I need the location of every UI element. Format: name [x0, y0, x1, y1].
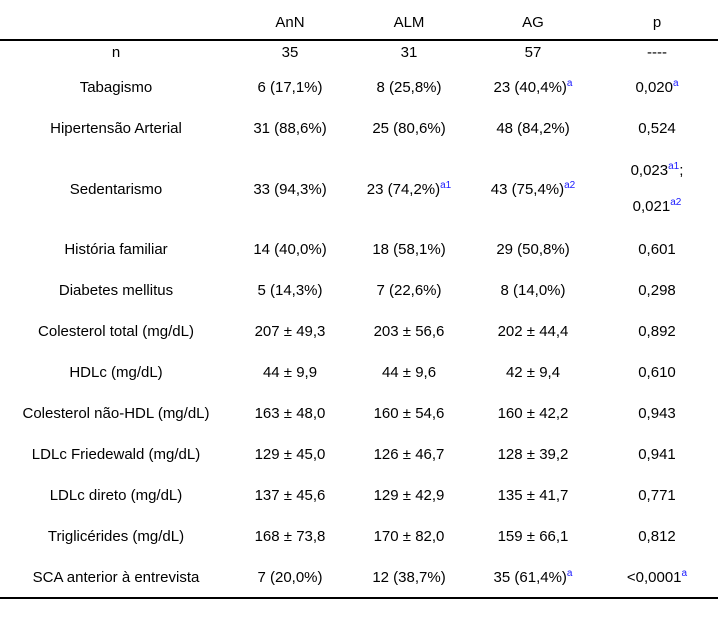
cell-p	[596, 557, 718, 598]
cell-ann: 7 (20,0%)	[232, 557, 348, 598]
superscript-note: a1	[668, 161, 680, 172]
cell-alm: 7 (22,6%)	[376, 282, 442, 299]
table-row	[0, 149, 718, 229]
cell-p: 0,771	[638, 487, 676, 504]
row-label: n	[111, 44, 121, 61]
cell-ag	[470, 149, 596, 229]
cell-ag: 8 (14,0%)	[500, 282, 566, 299]
cell-alm: 8 (25,8%)	[376, 79, 442, 96]
cell-p: 0,812	[638, 528, 676, 545]
cell-value: <0,0001	[626, 568, 682, 586]
row-label: LDLc Friedewald (mg/dL)	[31, 446, 201, 463]
superscript-note: a	[681, 567, 688, 579]
table-row	[0, 229, 718, 270]
table-row	[0, 434, 718, 475]
row-label: LDLc direto (mg/dL)	[49, 487, 183, 504]
cell-p: 0,601	[638, 241, 676, 258]
table-row	[0, 475, 718, 516]
header-alm: ALM	[348, 5, 470, 40]
cell-p: 0,943	[638, 405, 676, 422]
cell-ann: 168 ± 73,8	[254, 528, 326, 545]
table-row	[0, 311, 718, 352]
cell-ag: 48 (84,2%)	[496, 120, 570, 137]
header-p: p	[596, 5, 718, 40]
cell-value: 23 (74,2%)	[366, 180, 441, 198]
superscript-note: a	[672, 78, 679, 89]
cell-ann: 6 (17,1%)	[257, 79, 323, 96]
cell-alm: 126 ± 46,7	[373, 446, 445, 463]
superscript-note: a1	[440, 179, 452, 191]
separator: ;	[679, 162, 684, 179]
cell-alm: 12 (38,7%)	[348, 557, 470, 598]
table-row	[0, 352, 718, 393]
cell-alm: 31	[400, 44, 418, 61]
cell-alm: 18 (58,1%)	[372, 241, 446, 258]
cell-alm: 170 ± 82,0	[373, 528, 445, 545]
cell-ag: 57	[524, 44, 542, 61]
cell-alm	[348, 149, 470, 229]
cell-p	[596, 67, 718, 108]
superscript-note: a	[566, 567, 573, 579]
cell-ag: 159 ± 66,1	[497, 528, 569, 545]
header-ag: AG	[470, 5, 596, 40]
cell-alm: 203 ± 56,6	[373, 323, 445, 340]
cell-alm: 44 ± 9,6	[381, 364, 437, 381]
table-header-row	[0, 5, 718, 40]
cell-ag	[470, 557, 596, 598]
row-label: Triglicérides (mg/dL)	[47, 528, 185, 545]
header-ann: AnN	[232, 5, 348, 40]
clinical-data-table	[0, 5, 718, 599]
superscript-note: a	[566, 78, 573, 89]
cell-value: 23 (40,4%)	[493, 79, 567, 96]
cell-ag	[470, 67, 596, 108]
cell-p: 0,524	[638, 120, 676, 137]
cell-ag: 29 (50,8%)	[496, 241, 570, 258]
cell-ag: 202 ± 44,4	[497, 323, 569, 340]
row-label: Tabagismo	[79, 79, 153, 96]
row-label: Diabetes mellitus	[58, 282, 174, 299]
cell-p: 0,610	[638, 364, 676, 381]
row-label: História familiar	[64, 241, 168, 258]
row-label: Sedentarismo	[69, 180, 163, 198]
cell-ann: 33 (94,3%)	[253, 180, 327, 198]
cell-alm: 160 ± 54,6	[373, 405, 445, 422]
p-line-2	[596, 189, 718, 225]
cell-value: 0,023	[630, 162, 669, 179]
table-row	[0, 516, 718, 557]
cell-p: 0,298	[638, 282, 676, 299]
cell-p: 0,941	[638, 446, 676, 463]
table-row	[0, 270, 718, 311]
superscript-note: a2	[564, 179, 576, 191]
row-label: SCA anterior à entrevista	[0, 557, 232, 598]
cell-ann: 35	[281, 44, 299, 61]
table-row	[0, 40, 718, 67]
row-label: Hipertensão Arterial	[50, 120, 182, 137]
cell-ann: 31 (88,6%)	[253, 120, 327, 137]
cell-ann: 5 (14,3%)	[257, 282, 323, 299]
cell-p	[596, 149, 718, 229]
cell-value: 0,020	[635, 79, 673, 96]
p-line-1	[596, 153, 718, 189]
cell-ann: 137 ± 45,6	[254, 487, 326, 504]
row-label: HDLc (mg/dL)	[69, 364, 163, 381]
cell-value: 43 (75,4%)	[490, 180, 565, 198]
row-label: Colesterol total (mg/dL)	[38, 323, 194, 340]
cell-alm: 25 (80,6%)	[372, 120, 446, 137]
cell-ag: 128 ± 39,2	[497, 446, 569, 463]
table-row	[0, 557, 718, 598]
superscript-note: a2	[670, 197, 682, 208]
cell-value: 0,021	[632, 198, 671, 215]
cell-ag: 135 ± 41,7	[497, 487, 569, 504]
cell-ann: 14 (40,0%)	[253, 241, 327, 258]
cell-value: 35 (61,4%)	[493, 568, 567, 586]
cell-ann: 163 ± 48,0	[254, 405, 326, 422]
table-row	[0, 393, 718, 434]
cell-ann: 44 ± 9,9	[262, 364, 318, 381]
cell-p: 0,892	[638, 323, 676, 340]
cell-alm: 129 ± 42,9	[373, 487, 445, 504]
row-label: Colesterol não-HDL (mg/dL)	[22, 405, 210, 422]
cell-p: ----	[647, 44, 667, 61]
cell-ag: 160 ± 42,2	[497, 405, 569, 422]
cell-ag: 42 ± 9,4	[505, 364, 561, 381]
table-row	[0, 67, 718, 108]
header-empty	[0, 5, 232, 40]
cell-ann: 207 ± 49,3	[254, 323, 326, 340]
table-row	[0, 108, 718, 149]
cell-ann: 129 ± 45,0	[254, 446, 326, 463]
